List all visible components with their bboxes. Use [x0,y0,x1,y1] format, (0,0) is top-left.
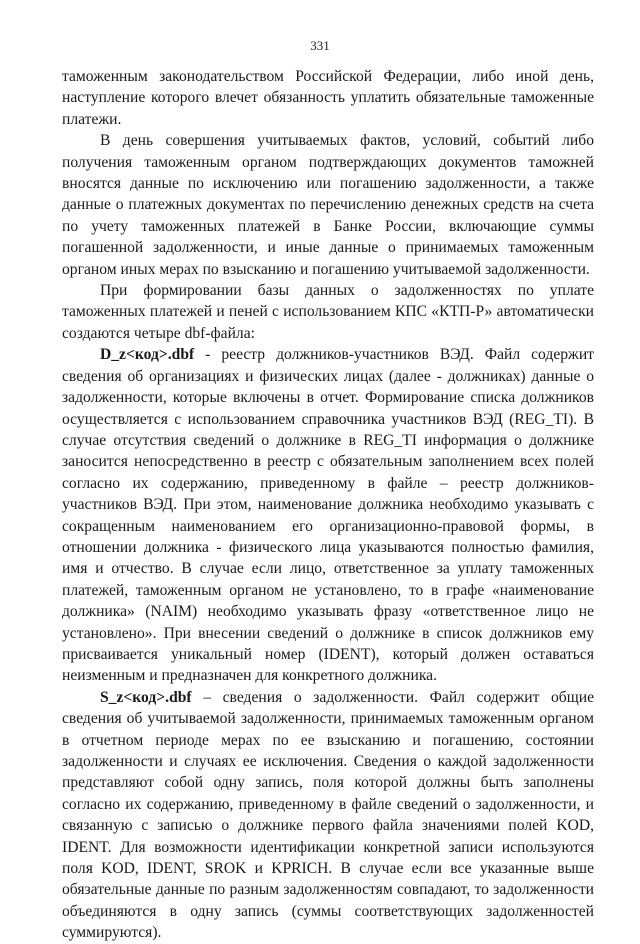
file-name-term: S_z<код>.dbf [100,688,192,706]
page-number: 331 [310,38,330,53]
file-name-term: D_z<код>.dbf [100,346,195,364]
paragraph-s-file [62,687,594,944]
file-description: – сведения о задолженности. Файл содержит общие сведения об учитываемой задолженности, принимаемых таможенным органом в отчетном периоде мерах по ее взысканию и погашению, состоянии задолженности и случаях ее исключения. Сведения о каждой задолженности представляют собой одну запись, поля которой должны быть заполнены согласно их содержанию, приведенному в файле сведений о задолженности, и связанную с записью о должнике первого файла значениями полей KOD, IDENT. Для возможности идентификации конкретной записи используются поля KOD, IDENT, SROK и KPRICH. В случае если все указанные выше обязательные данные по разным задолженностям совпадают, то задолженности объединяются в одну запись (суммы соответствующих задолженностей суммируются). [62,688,594,942]
paragraph: В день совершения учитываемых фактов, условий, событий либо получения таможенным органом подтверждающих документов таможней вносятся данные по исключению или погашению задолженности, а также данные о платежных документах по перечислению денежных средств на счета по учету таможенных платежей в Банке России, включающие суммы погашенной задолженности, и иные данные о принимаемых таможенным органом иных мерах по взысканию и погашению учитываемой задолженности. [62,132,594,278]
paragraph-d-file [62,344,594,687]
file-description: - реестр должников-участников ВЭД. Файл содержит сведения об организациях и физических лицах (далее - должниках) данные о задолженности, которые включены в отчет. Формирование списка должников осуществляется с использованием справочника участников ВЭД (REG_TI). В случае отсутствия сведений о должнике в REG_TI информация о должнике заносится непосредственно в реестр с обязательным заполнением всех полей согласно их содержанию, приведенному в файле – реестр должников-участников ВЭД. При этом, наименование должника необходимо указывать с сокращенным наименованием его организационно-правовой формы, в отношении должника - физического лица указываются полностью фамилия, имя и отчество. В случае если лицо, ответственное за уплату таможенных платежей, таможенным органом не установлено, то в графе «наименование должника» (NAIM) необходимо указывать фразу «ответственное лицо не установлено». При внесении сведений о должнике в список должников ему присваивается уникальный номер (IDENT), который должен оставаться неизменным и предназначен для конкретного должника. [62,346,594,685]
paragraph: таможенным законодательством Российской Федерации, либо иной день, наступление которого влечет обязанность уплатить обязательные таможенные платежи. [62,68,594,128]
paragraph: При формировании базы данных о задолженностях по уплате таможенных платежей и пеней с использованием КПС «КТП-Р» автоматически создаются четыре dbf-файла: [62,282,594,342]
body-text [62,66,594,944]
